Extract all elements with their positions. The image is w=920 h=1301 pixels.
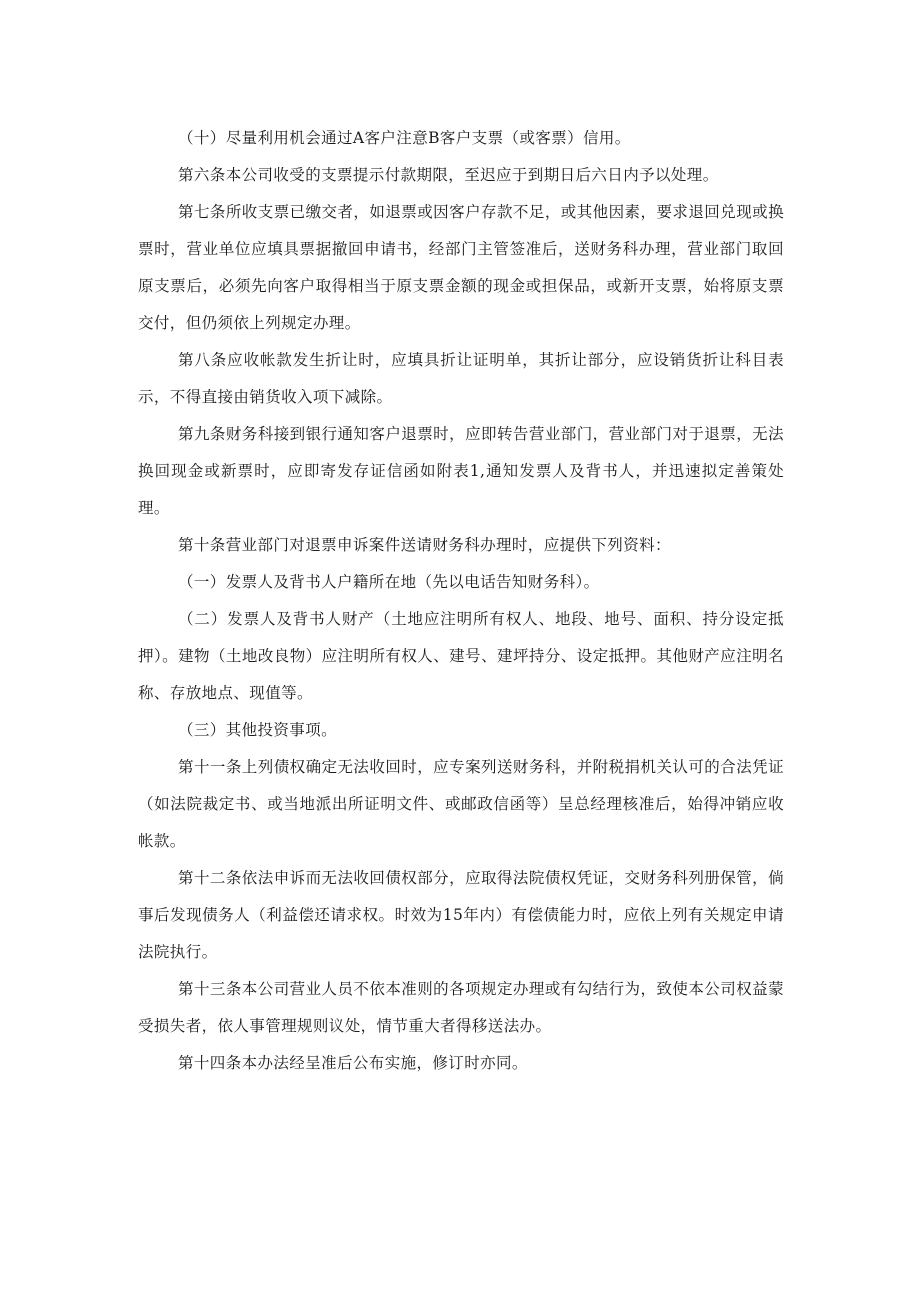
article-10-item-2: （二）发票人及背书人财产（土地应注明所有权人、地段、地号、面积、持分设定抵押）。建物（土地改良物）应注明所有权人、建号、建坪持分、设定抵押。其他财产应注明名称、存放地点、现值等。 <box>138 610 784 702</box>
document-body <box>138 120 784 1082</box>
article-10: 第十条营业部门对退票申诉案件送请财务科办理时，应提供下列资料： <box>178 536 671 554</box>
article-11: 第十一条上列债权确定无法收回时，应专案列送财务科，并附税捐机关认可的合法凭证（如法院裁定书、或当地派出所证明文件、或邮政信函等）呈总经理核准后，始得冲销应收帐款。 <box>138 758 784 850</box>
article-10-item-3: （三）其他投资事项。 <box>178 721 338 739</box>
article-9: 第九条财务科接到银行通知客户退票时，应即转告营业部门，营业部门对于退票，无法换回现金或新票时，应即寄发存证信函如附表1,通知发票人及背书人，并迅速拟定善策处理。 <box>138 425 784 517</box>
article-7: 第七条所收支票已缴交者，如退票或因客户存款不足，或其他因素，要求退回兑现或换票时，营业单位应填具票据撤回申请书，经部门主管签准后，送财务科办理，营业部门取回原支票后，必须先向客户取得相当于原支票金额的现金或担保品，或新开支票，始将原支票交付，但仍须依上列规定办理。 <box>138 203 784 332</box>
article-6: 第六条本公司收受的支票提示付款期限，至迟应于到期日后六日内予以处理。 <box>178 166 719 184</box>
article-8: 第八条应收帐款发生折让时，应填具折让证明单，其折让部分，应设销货折让科目表示，不得直接由销货收入项下减除。 <box>138 351 784 406</box>
article-10-item-1: （一）发票人及背书人户籍所在地（先以电话告知财务科）。 <box>178 573 600 591</box>
article-14: 第十四条本办法经呈准后公布实施，修订时亦同。 <box>178 1054 528 1072</box>
article-13: 第十三条本公司营业人员不依本准则的各项规定办理或有勾结行为，致使本公司权益蒙受损失者，依人事管理规则议处，情节重大者得移送法办。 <box>138 980 784 1035</box>
paragraph-item-10: （十）尽量利用机会通过A客户注意B客户支票（或客票）信用。 <box>178 129 631 147</box>
article-12: 第十二条依法申诉而无法收回债权部分，应取得法院债权凭证，交财务科列册保管，倘事后发现债务人（利益偿还请求权。时效为15年内）有偿债能力时，应依上列有关规定申请法院执行。 <box>138 869 784 961</box>
